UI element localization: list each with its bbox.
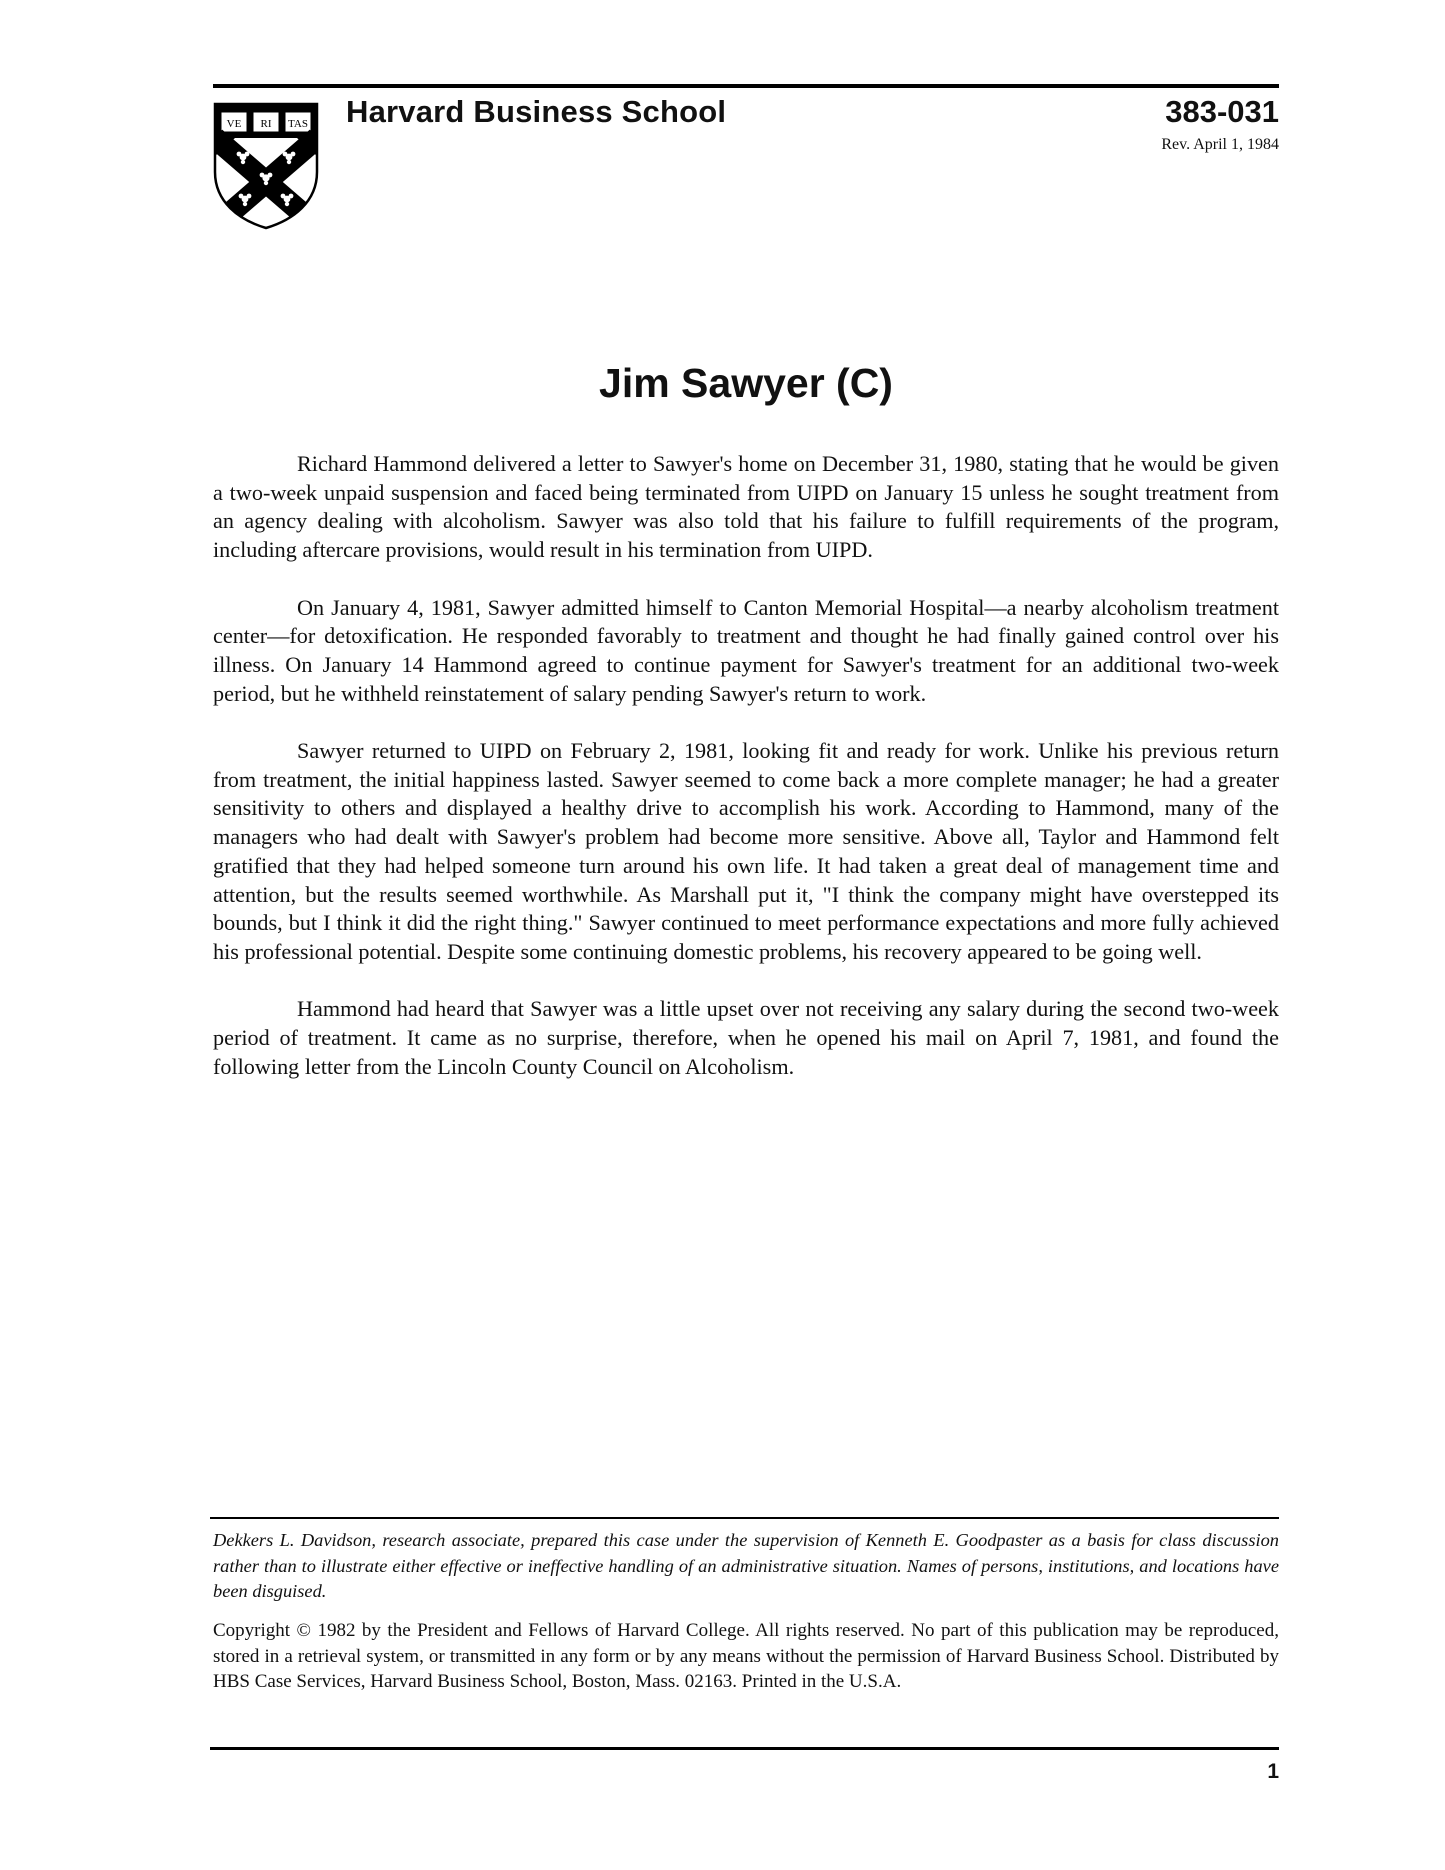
case-number: 383-031 <box>1165 94 1279 129</box>
paragraph: Sawyer returned to UIPD on February 2, 1981, looking fit and ready for work. Unlike his previous return from treatment, the initial happiness lasted. Sawyer seemed to come back a more complete manager; he had a greater sensitivity to others and displayed a healthy drive to accomplish his work. According to Hammond, many of the managers who had dealt with Sawyer's problem had become more sensitive. Above all, Taylor and Hammond felt gratified that they had helped someone turn around his own life. It had taken a great deal of management time and attention, but the results seemed worthwhile. As Marshall put it, "I think the company might have overstepped its bounds, but I think it did the right thing." Sawyer continued to meet performance expectations and more fully achieved his professional potential. Despite some continuing domestic problems, his recovery appeared to be going well. <box>213 738 1279 964</box>
paragraph: Hammond had heard that Sawyer was a little upset over not receiving any salary during the second two-week period of treatment. It came as no surprise, therefore, when he opened his mail on April 7, 1981, and found the following letter from the Lincoln County Council on Alcoholism. <box>213 996 1279 1079</box>
motto-panel-2: RI <box>260 118 272 130</box>
motto-panel-1: VE <box>226 118 242 130</box>
page-number: 1 <box>1267 1760 1279 1783</box>
case-title: Jim Sawyer (C) <box>599 360 893 406</box>
copyright-notice: Copyright © 1982 by the President and Fellows of Harvard College. All rights reserved. No part of this publication may be reproduced, stored in a retrieval system, or transmitted in any form or by any means without the permission of Harvard Business School. Distributed by HBS Case Services, Harvard Business School, Boston, Mass. 02163. Printed in the U.S.A. <box>213 1620 1279 1693</box>
school-name: Harvard Business School <box>346 94 727 129</box>
paragraph: On January 4, 1981, Sawyer admitted himself to Canton Memorial Hospital—a nearby alcoholism treatment center—for detoxification. He responded favorably to treatment and thought he had finally gained control over his illness. On January 14 Hammond agreed to continue payment for Sawyer's treatment for an additional two-week period, but he withheld reinstatement of salary pending Sawyer's return to work. <box>213 594 1279 706</box>
author-note: Dekkers L. Davidson, research associate, prepared this case under the supervision of Kenneth E. Goodpaster as a basis for class discussion rather than to illustrate either effective or ineffective handling of an administrative situation. Names of persons, institutions, and locations have been disguised. <box>213 1530 1279 1601</box>
motto-panel-3: TAS <box>288 118 308 130</box>
paragraph: Richard Hammond delivered a letter to Sawyer's home on December 31, 1980, stating that he would be given a two-week unpaid suspension and faced being terminated from UIPD on January 15 unless he sought treatment from an agency dealing with alcoholism. Sawyer was also told that his failure to fulfill requirements of the program, including aftercare provisions, would result in his termination from UIPD. <box>213 451 1279 563</box>
harvard-shield-icon <box>213 102 319 230</box>
footnote-rule <box>210 1517 1279 1519</box>
bottom-rule <box>210 1747 1279 1750</box>
case-body <box>213 450 1279 1110</box>
header-rule <box>213 84 1279 88</box>
revision-date: Rev. April 1, 1984 <box>1161 136 1279 153</box>
